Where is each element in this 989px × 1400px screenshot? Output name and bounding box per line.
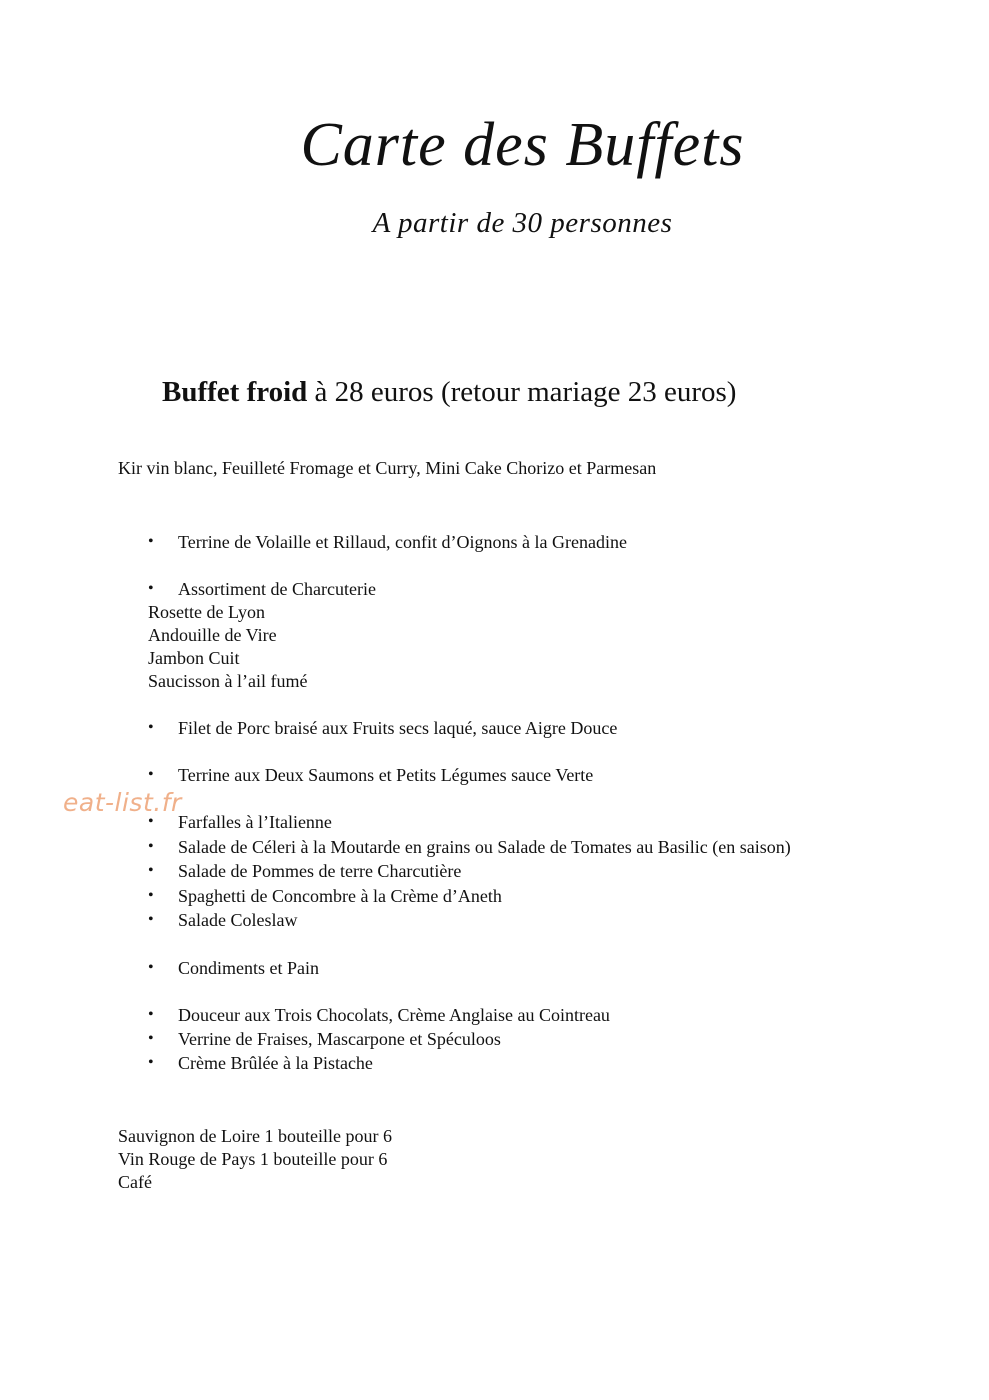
salad-item: Salade de Pommes de terre Charcutière <box>178 861 462 881</box>
menu-item: Terrine aux Deux Saumons et Petits Légumes sauce Verte <box>178 765 594 785</box>
salad-item: Salade de Céleri à la Moutarde en grains ou Salade de Tomates au Basilic (en saison) <box>178 837 791 857</box>
menu-item: Condiments et Pain <box>178 958 319 978</box>
salad-item: Salade Coleslaw <box>178 910 298 930</box>
charcuterie-item: Jambon Cuit <box>148 648 240 668</box>
bullet-icon: • <box>148 887 154 904</box>
watermark-text: eat-list.fr <box>63 788 182 817</box>
bullet-icon: • <box>148 580 154 597</box>
page-subtitle: A partir de 30 personnes <box>372 207 673 239</box>
aperitif-line: Kir vin blanc, Feuilleté Fromage et Curry, Mini Cake Chorizo et Parmesan <box>118 458 657 478</box>
bullet-icon: • <box>148 1006 154 1023</box>
bullet-icon: • <box>148 766 154 783</box>
bullet-icon: • <box>148 813 154 830</box>
dessert-item: Verrine de Fraises, Mascarpone et Spéculoos <box>178 1029 501 1049</box>
salad-item: Farfalles à l’Italienne <box>178 812 332 832</box>
salad-item: Spaghetti de Concombre à la Crème d’Aneth <box>178 886 502 906</box>
bullet-icon: • <box>148 838 154 855</box>
bullet-icon: • <box>148 959 154 976</box>
section-heading-bold: Buffet froid <box>162 376 308 408</box>
bullet-icon: • <box>148 533 154 550</box>
drink-line: Vin Rouge de Pays 1 bouteille pour 6 <box>118 1149 388 1169</box>
bullet-icon: • <box>148 1030 154 1047</box>
menu-item: Terrine de Volaille et Rillaud, confit d’Oignons à la Grenadine <box>178 532 627 552</box>
section-heading-price: à 28 euros (retour mariage 23 euros) <box>307 376 737 408</box>
bullet-icon: • <box>148 719 154 736</box>
charcuterie-item: Rosette de Lyon <box>148 602 265 622</box>
section-heading <box>162 376 736 409</box>
drink-line: Café <box>118 1172 152 1192</box>
bullet-icon: • <box>148 1054 154 1071</box>
charcuterie-item: Saucisson à l’ail fumé <box>148 671 308 691</box>
bullet-icon: • <box>148 911 154 928</box>
page-title: Carte des Buffets <box>300 111 745 179</box>
drink-line: Sauvignon de Loire 1 bouteille pour 6 <box>118 1126 392 1146</box>
menu-item: Assortiment de Charcuterie <box>178 579 376 599</box>
menu-item: Filet de Porc braisé aux Fruits secs laqué, sauce Aigre Douce <box>178 718 618 738</box>
bullet-icon: • <box>148 862 154 879</box>
dessert-item: Douceur aux Trois Chocolats, Crème Anglaise au Cointreau <box>178 1005 610 1025</box>
dessert-item: Crème Brûlée à la Pistache <box>178 1053 373 1073</box>
charcuterie-item: Andouille de Vire <box>148 625 277 645</box>
